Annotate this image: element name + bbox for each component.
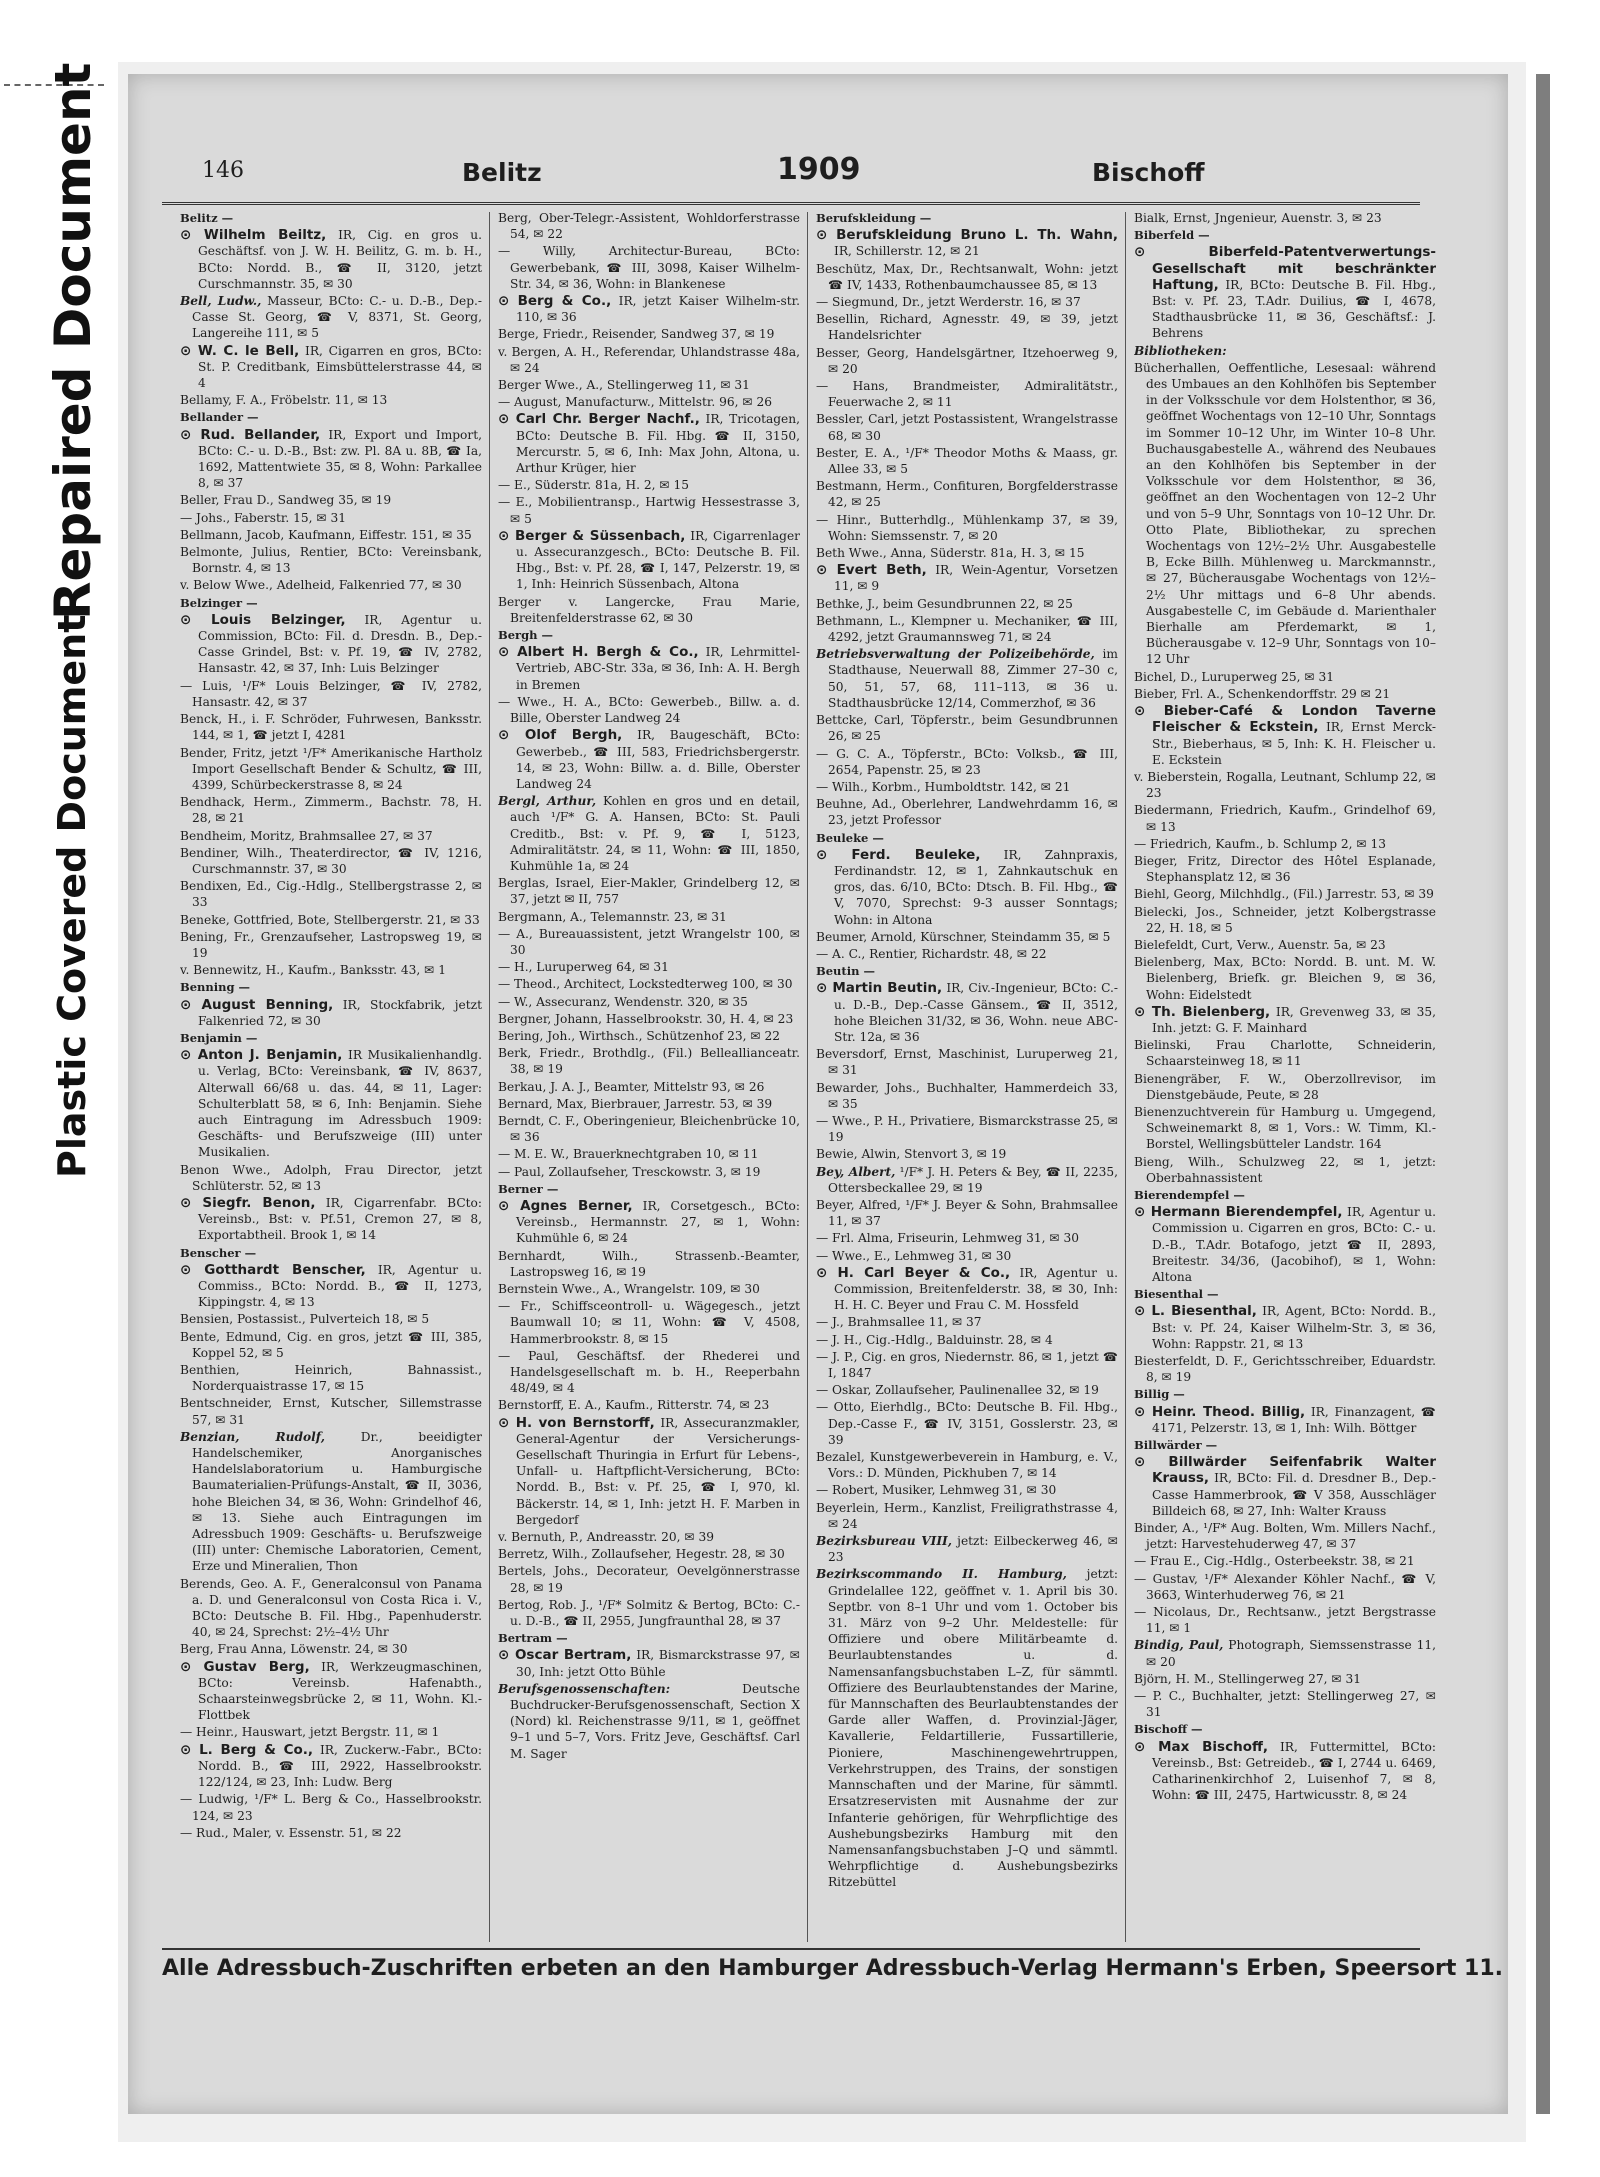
firm-entry (180, 1262, 482, 1311)
directory-entry: Besellin, Richard, Agnesstr. 49, ✉ 39, jetzt Handelsrichter (816, 312, 1118, 343)
firm-entry (816, 980, 1118, 1045)
directory-entry: — Frau E., Cig.-Hdlg., Osterbeekstr. 38, ✉ 21 (1134, 1554, 1415, 1569)
right-catchword: Bischoff (1092, 158, 1205, 187)
directory-entry: — Nicolaus, Dr., Rechtsanw., jetzt Bergstrasse 11, ✉ 1 (1134, 1605, 1436, 1636)
directory-entry: — Siegmund, Dr., jetzt Werderstr. 16, ✉ 37 (816, 295, 1081, 310)
section-header: Berner — (498, 1181, 559, 1196)
directory-entry: v. Below Wwe., Adelheid, Falkenried 77, ✉ 30 (180, 578, 462, 593)
directory-entry: Berk, Friedr., Brothdlg., (Fil.) Belleallianceatr. 38, ✉ 19 (498, 1046, 800, 1077)
directory-entry: Belmonte, Julius, Rentier, BCto: Vereinsbank, Bornstr. 4, ✉ 13 (180, 545, 482, 576)
directory-entry: Benck, H., i. F. Schröder, Fuhrwesen, Banksstr. 144, ✉ 1, ☎ jetzt I, 4281 (180, 712, 482, 743)
entry-details: ¹/F* J. H. Peters & Bey, ☎ II, 2235, Ottersbeckallee 29, ✉ 19 (828, 1164, 1118, 1195)
column-1 (180, 210, 482, 1945)
entry-name: Bezirksbureau VIII, (816, 1534, 952, 1549)
entry-name: ⊙ Olof Bergh, (498, 727, 623, 744)
directory-entry: — Wwe., E., Lehmweg 31, ✉ 30 (816, 1248, 1012, 1263)
directory-entry: Bening, Fr., Grenzaufseher, Lastropsweg 19, ✉ 19 (180, 929, 482, 960)
entry-details: IR, Finanzagent, ☎ 4171, Pelzerstr. 13, ✉ 1, Inh: Wilh. Böttger (1152, 1404, 1436, 1435)
directory-entry: Bergmann, A., Telemannstr. 23, ✉ 31 (498, 909, 727, 924)
section-header: Belitz — (180, 211, 234, 225)
directory-entry: — Wwe., H. A., BCto: Gewerbeb., Billw. a. d. Bille, Oberster Landweg 24 (498, 694, 800, 726)
entry-name: ⊙ Wilhelm Beiltz, (180, 227, 327, 244)
entry-details: IR, Agentur u. Commiss., BCto: Nordd. B., ☎ II, 1273, Kippingstr. 4, ✉ 13 (198, 1262, 482, 1310)
firm-entry (1134, 1004, 1436, 1036)
directory-entry: Berndt, C. F., Oberingenieur, Bleichenbrücke 10, ✉ 36 (498, 1113, 800, 1145)
firm-entry (498, 411, 800, 476)
firm-entry (180, 997, 482, 1029)
firm-entry (1134, 1204, 1436, 1285)
entry-details: IR, Cig. en gros u. Geschäftsf. von J. W. H. Beilitz, G. m. b. H., BCto: Nordd. B., ☎ II, 3120, jetzt Curschmannstr. 35, ✉ 30 (198, 228, 482, 291)
section-header: Beutin — (816, 964, 875, 979)
directory-entry: — E., Süderstr. 81a, H. 2, ✉ 15 (498, 478, 689, 493)
notable-entry (1134, 343, 1436, 359)
entry-details: IR, Zuckerw.-Fabr., BCto: Nordd. B., ☎ III, 2922, Hasselbrookstr. 122/124, ✉ 23, Inh: Ludw. Berg (198, 1742, 482, 1790)
directory-entry: Bendixen, Ed., Cig.-Hdlg., Stellbergstrasse 2, ✉ 33 (180, 879, 482, 910)
directory-entry: — Johs., Faberstr. 15, ✉ 31 (180, 510, 346, 525)
directory-entry: — Ludwig, ¹/F* L. Berg & Co., Hasselbrookstr. 124, ✉ 23 (180, 1792, 482, 1823)
directory-entry: — J. H., Cig.-Hdlg., Balduinstr. 28, ✉ 4 (816, 1332, 1053, 1347)
directory-entry: Bethmann, L., Klempner u. Mechaniker, ☎ III, 4292, jetzt Graumannsweg 71, ✉ 24 (816, 613, 1118, 645)
entry-details: jetzt: Eilbeckerweg 46, ✉ 23 (828, 1534, 1118, 1565)
directory-entry: Bendiner, Wilh., Theaterdirector, ☎ IV, 1216, Curschmannstr. 37, ✉ 30 (180, 845, 482, 876)
section-header: Bergh — (498, 628, 554, 643)
entry-details: IR, Tricotagen, BCto: Deutsche B. Fil. Hbg. ☎ II, 3150, Mercurstr. 5, ✉ 6, Inh: Max John, Altona, u. Arthur Krüger, hier (516, 412, 800, 476)
binding-edge (1536, 74, 1550, 2114)
directory-entry: Bertog, Rob. J., ¹/F* Solmitz & Bertog, BCto: C.- u. D.-B., ☎ II, 2955, Jungfraunthal 28, ✉ 37 (498, 1597, 800, 1629)
directory-entry: Besser, Georg, Handelsgärtner, Itzehoerweg 9, ✉ 20 (816, 345, 1118, 376)
entry-name: ⊙ Max Bischoff, (1134, 1738, 1269, 1755)
entry-details: IR, Stockfabrik, jetzt Falkenried 72, ✉ 30 (198, 997, 482, 1028)
notable-entry (498, 1681, 800, 1762)
firm-entry (180, 1659, 482, 1724)
section-header: Billig — (1134, 1387, 1185, 1402)
directory-entry: Bialk, Ernst, Jngenieur, Auenstr. 3, ✉ 23 (1134, 211, 1382, 225)
entry-name: ⊙ Anton J. Benjamin, (180, 1047, 343, 1064)
directory-entry: Bering, Joh., Wirthsch., Schützenhof 23, ✉ 22 (498, 1028, 780, 1043)
directory-entry: — Friedrich, Kaufm., b. Schlump 2, ✉ 13 (1134, 836, 1386, 851)
firm-entry (1134, 1739, 1436, 1804)
entry-name: ⊙ Albert H. Bergh & Co., (498, 644, 699, 661)
directory-entry: — Hans, Brandmeister, Admiralitätstr., Feuerwache 2, ✉ 11 (816, 379, 1118, 410)
firm-entry (1134, 703, 1436, 768)
firm-entry (180, 1742, 482, 1791)
directory-entry: — W., Assecuranz, Wendenstr. 320, ✉ 35 (498, 994, 748, 1009)
entry-name: ⊙ H. Carl Beyer & Co., (816, 1264, 1011, 1281)
directory-entry: Bielefeldt, Curt, Verw., Auenstr. 5a, ✉ 23 (1134, 937, 1386, 952)
notable-entry (1134, 1637, 1436, 1669)
entry-name: ⊙ Gustav Berg, (180, 1658, 310, 1675)
entry-name: ⊙ Billwärder Seifenfabrik Walter Krauss, (1134, 1454, 1436, 1487)
directory-entry: v. Bernuth, P., Andreasstr. 20, ✉ 39 (498, 1530, 714, 1545)
entry-details: IR, Export und Import, BCto: C.- u. D.-B., Bst: zw. Pl. 8A u. 8B, ☎ Ia, 1692, Mattentwiete 35, ✉ 8, Wohn: Parkallee 8, ✉ 37 (198, 427, 482, 491)
directory-entry: — P. C., Buchhalter, jetzt: Stellingerweg 27, ✉ 31 (1134, 1689, 1436, 1720)
directory-entry: Berg, Ober-Telegr.-Assistent, Wohldorferstrasse 54, ✉ 22 (498, 211, 800, 242)
directory-entry: Bestmann, Herm., Confituren, Borgfelderstrasse 42, ✉ 25 (816, 479, 1118, 510)
directory-entry: — A. C., Rentier, Richardstr. 48, ✉ 22 (816, 946, 1047, 961)
section-header: Bierendempfel — (1134, 1187, 1245, 1202)
entry-details: IR Musikalienhandlg. u. Verlag, BCto: Vereinsbank, ☎ IV, 8637, Alterwall 66/68 u. das. 44, ✉ 11, Lager: Schulterblatt 58, ✉ 6, Inh: Benjamin. Siehe auch Eintragung im Adressbuch 1909: Geschäfts- und Berufszweige (III) unter Musikalien. (198, 1048, 482, 1160)
directory-entry: Bester, E. A., ¹/F* Theodor Moths & Maass, gr. Allee 33, ✉ 5 (816, 445, 1118, 477)
directory-entry: — H., Luruperweg 64, ✉ 31 (498, 960, 669, 975)
firm-entry (816, 562, 1118, 594)
entry-name: ⊙ L. Biesenthal, (1134, 1303, 1257, 1320)
directory-entry: — Fr., Schiffsceontroll- u. Wägegesch., jetzt Baumwall 10; ✉ 11, Wohn: ☎ V, 4508, Hammerbrookstr. 8, ✉ 15 (498, 1299, 800, 1346)
directory-entry: v. Bergen, A. H., Referendar, Uhlandstrasse 48a, ✉ 24 (498, 344, 800, 375)
directory-entry: Beneke, Gottfried, Bote, Stellbergerstr. 21, ✉ 33 (180, 912, 480, 927)
entry-name: ⊙ Louis Belzinger, (180, 611, 346, 628)
section-header: Bertram — (498, 1631, 568, 1646)
entry-name: ⊙ Evert Beth, (816, 562, 927, 579)
directory-entry: — Theod., Architect, Lockstedterweg 100, ✉ 30 (498, 977, 793, 992)
directory-entry: Bellmann, Jacob, Kaufmann, Eiffestr. 151, ✉ 35 (180, 527, 472, 542)
directory-entry: — Willy, Architectur-Bureau, BCto: Gewerbebank, ☎ III, 3098, Kaiser Wilhelm-Str. 34, ✉ 36, Wohn: in Blankenese (498, 244, 800, 291)
entry-details: IR, BCto: Fil. d. Dresdner B., Dep.-Casse Hammerbrook, ☎ V 358, Ausschläger Billdeich 68, ✉ 27, Inh: Walter Krauss (1152, 1471, 1436, 1518)
section-header: Beuleke — (816, 830, 884, 845)
entry-name: ⊙ Berger & Süssenbach, (498, 527, 686, 544)
directory-entry: Biedermann, Friedrich, Kaufm., Grindelhof 69, ✉ 13 (1134, 803, 1436, 834)
directory-entry: Bienengräber, F. W., Oberzollrevisor, im Dienstgebäude, Peute, ✉ 28 (1134, 1071, 1436, 1102)
entry-name: Berufsgenossenschaften: (498, 1681, 671, 1696)
entry-name: Bibliotheken: (1134, 343, 1227, 358)
directory-sheet (162, 150, 1504, 2030)
entry-name: ⊙ Biberfeld-Patentverwertungs-Gesellschaft mit beschränkter Haftung, (1134, 244, 1436, 293)
left-catchword: Belitz (462, 158, 542, 187)
entry-details: IR, Civ.-Ingenieur, BCto: C.- u. D.-B., Dep.-Casse Gänsem., ☎ II, 3512, hohe Bleichen 31/32, ✉ 36, Wohn. neue ABC-Str. 12a, ✉ 36 (834, 981, 1118, 1044)
entry-details: Photograph, Siemssenstrasse 11, ✉ 20 (1146, 1638, 1436, 1669)
directory-entry: Benon Wwe., Adolph, Frau Director, jetzt Schlüterstr. 52, ✉ 13 (180, 1162, 482, 1193)
firm-entry (498, 528, 800, 593)
notable-entry (816, 1164, 1118, 1196)
directory-entry: Bertels, Johs., Decorateur, Oevelgönnerstrasse 28, ✉ 19 (498, 1564, 800, 1595)
entry-details: IR, Agentur u. Commission u. Cigarren en gros, BCto: C.- u. D.-B., T.Adr. Botafogo, jetzt ☎ II, 2893, Breitestr. 34/36, (Jacobihof), ✉ 1, Wohn: Altona (1152, 1205, 1436, 1284)
directory-entry: Bieber, Frl. A., Schenkendorffstr. 29 ✉ 21 (1134, 686, 1391, 701)
directory-entry: Beller, Frau D., Sandweg 35, ✉ 19 (180, 493, 392, 508)
directory-entry: Berger v. Langercke, Frau Marie, Breitenfelderstrasse 62, ✉ 30 (498, 594, 800, 625)
directory-entry: Bessler, Carl, jetzt Postassistent, Wrangelstrasse 68, ✉ 30 (816, 412, 1118, 443)
entry-name: ⊙ Martin Beutin, (816, 980, 943, 997)
firm-entry (498, 293, 800, 325)
directory-entry: — J., Brahmsallee 11, ✉ 37 (816, 1315, 982, 1330)
directory-entry: Bellamy, F. A., Fröbelstr. 11, ✉ 13 (180, 393, 388, 408)
directory-entry: — A., Bureauassistent, jetzt Wrangelstr 100, ✉ 30 (498, 926, 800, 957)
entry-name: ⊙ Agnes Berner, (498, 1197, 633, 1214)
directory-entry: — Frl. Alma, Friseurin, Lehmweg 31, ✉ 30 (816, 1231, 1079, 1246)
entry-name: ⊙ August Benning, (180, 996, 334, 1013)
entry-name: ⊙ Ferd. Beuleke, (816, 846, 981, 863)
entry-details: IR, Baugeschäft, BCto: Gewerbeb., ☎ III, 583, Friedrichsbergerstr. 14, ✉ 23, Wohn: Billw. a. d. Bille, Oberster Landweg 24 (516, 728, 800, 791)
directory-columns (162, 210, 1436, 1945)
entry-details: IR, Zahnpraxis, Ferdinandstr. 12, ✉ 1, Zahnkautschuk en gros, das. 6/10, BCto: Dtsch. B. Fil. Hbg., ☎ V, 7070, Sprechst: 9-3 ausser Sonntags; Wohn: in Altona (834, 847, 1118, 927)
firm-entry (1134, 1454, 1436, 1519)
running-head (162, 150, 1420, 210)
entry-name: ⊙ Berg & Co., (498, 293, 612, 310)
entry-name: ⊙ Rud. Bellander, (180, 426, 321, 443)
entry-details: Kohlen en gros und en detail, auch ¹/F* G. A. Hansen, BCto: St. Pauli Creditb., Bst: v. Pf. 9, ☎ I, 5123, Admiralitätstr. 24, ✉ 11, Wohn: ☎ III, 1850, Kuhmühle 1a, ✉ 24 (510, 794, 800, 873)
footer-rule (162, 1948, 1420, 1950)
entry-name: ⊙ W. C. le Bell, (180, 342, 300, 359)
section-header: Biberfeld — (1134, 228, 1210, 243)
firm-entry (498, 1415, 800, 1528)
firm-entry (498, 1647, 800, 1679)
section-header: Billwärder — (1134, 1438, 1218, 1453)
entry-name: ⊙ Th. Bielenberg, (1134, 1003, 1271, 1020)
firm-entry (498, 644, 800, 693)
directory-entry: Bentschneider, Ernst, Kutscher, Sillemstrasse 57, ✉ 31 (180, 1396, 482, 1427)
directory-entry: Berge, Friedr., Reisender, Sandweg 37, ✉ 19 (498, 327, 775, 342)
firm-entry (180, 1195, 482, 1244)
entry-name: ⊙ L. Berg & Co., (180, 1741, 314, 1758)
directory-entry: Bendheim, Moritz, Brahmsallee 27, ✉ 37 (180, 828, 433, 843)
firm-entry (1134, 1404, 1436, 1436)
directory-entry: Bielenberg, Max, BCto: Nordd. B. unt. M. W. Bielenberg, Briefk. gr. Bleichen 9, ✉ 36, Wohn: Eidelstedt (1134, 955, 1436, 1002)
entry-name: Bergl, Arthur, (498, 794, 597, 809)
header-rule (162, 202, 1420, 205)
directory-entry: Berglas, Israel, Eier-Makler, Grindelberg 12, ✉ 37, jetzt ✉ II, 757 (498, 876, 800, 907)
directory-entry: — August, Manufacturw., Mittelstr. 96, ✉ 26 (498, 395, 773, 410)
section-header: Benning — (180, 980, 251, 995)
directory-entry: Bettcke, Carl, Töpferstr., beim Gesundbrunnen 26, ✉ 25 (816, 713, 1118, 744)
directory-entry: Bücherhallen, Oeffentliche, Lesesaal: während des Umbaues an den Kohlhöfen bis September in der Volksschule vor dem Holstenthor, ✉ 36, geöffnet Wochentags von 12–10 Uhr, Sonntags im Sommer 10–12 Uhr, im Winter 10–8 Uhr. Buchausgabestelle A., während des Neubaues an den Kohlhöfen bis September in der Volksschule vor dem Holstenthor, ✉ 36, geöffnet an den Wochentagen von 12–2 Uhr und von 5–9 Uhr, Sonntags von 10–12 Uhr. Dr. Otto Plate, Bibliothekar, zu sprechen Wochentags von 12½–2½ Uhr. Ausgabestelle B, Ecke Billh. Mühlenweg u. Marckmannstr., ✉ 27, Bücherausgabe Wochentags von 12½–2½ Uhr mittags und 6–8 Uhr abends. Ausgabestelle C, im Gebäude d. Marienthaler Bierhalle am Pferdemarkt, ✉ 1, Bücherausgabe v. 12–9 Uhr, Sonntags von 10–12 Uhr (1134, 360, 1436, 667)
directory-entry: Binder, A., ¹/F* Aug. Bolten, Wm. Millers Nachf., jetzt: Harvestehuderweg 47, ✉ 37 (1134, 1521, 1436, 1552)
directory-entry: Bendhack, Herm., Zimmerm., Bachstr. 78, H. 28, ✉ 21 (180, 795, 482, 826)
entry-name: ⊙ Bieber-Café & London Taverne Fleischer & Eckstein, (1134, 703, 1436, 736)
section-header: Benscher — (180, 1245, 257, 1260)
directory-entry: Bente, Edmund, Cig. en gros, jetzt ☎ III, 385, Koppel 52, ✉ 5 (180, 1329, 482, 1360)
firm-entry (816, 227, 1118, 259)
directory-entry: Berger Wwe., A., Stellingerweg 11, ✉ 31 (498, 378, 750, 393)
directory-entry: Bergner, Johann, Hasselbrookstr. 30, H. 4, ✉ 23 (498, 1011, 794, 1026)
entry-details: IR, Schillerstr. 12, ✉ 21 (834, 244, 980, 259)
notable-entry (816, 1566, 1118, 1890)
entry-details: IR, Agent, BCto: Nordd. B., Bst: v. Pf. 24, Kaiser Wilhelm-Str. 3, ✉ 36, Wohn: Rappstr. 21, ✉ 13 (1152, 1304, 1436, 1351)
directory-entry: Bewarder, Johs., Buchhalter, Hammerdeich 33, ✉ 35 (816, 1080, 1118, 1111)
directory-entry: Bernard, Max, Bierbrauer, Jarrestr. 53, ✉ 39 (498, 1096, 773, 1111)
directory-entry: Beth Wwe., Anna, Süderstr. 81a, H. 3, ✉ 15 (816, 546, 1085, 561)
entry-name: ⊙ Heinr. Theod. Billig, (1134, 1403, 1306, 1420)
directory-entry: Bielinski, Frau Charlotte, Schneiderin, Schaarsteinweg 18, ✉ 11 (1134, 1038, 1436, 1069)
entry-details: IR, Assecuranzmakler, General-Agentur der Versicherungs-Gesellschaft Thuringia in Erfurt für Lebens-, Unfall- u. Haftpflicht-Versicherung, BCto: Nordd. B., Bst: v. Pf. 25, ☎ I, 970, kl. Bäckerstr. 14, ✉ 1, Inh: jetzt H. F. Marben in Bergedorf (516, 1415, 800, 1527)
directory-entry: Bieger, Fritz, Director des Hôtel Esplanade, Stephansplatz 12, ✉ 36 (1134, 853, 1436, 885)
directory-entry: — J. P., Cig. en gros, Niedernstr. 86, ✉ 1, jetzt ☎ I, 1847 (816, 1349, 1118, 1381)
directory-entry: — Hinr., Butterhdlg., Mühlenkamp 37, ✉ 39, Wohn: Siemssenstr. 7, ✉ 20 (816, 512, 1118, 543)
entry-details: IR, Ernst Merck-Str., Bieberhaus, ✉ 5, Inh: K. H. Fleischer u. E. Eckstein (1152, 720, 1436, 767)
directory-entry: — Wilh., Korbm., Humboldtstr. 142, ✉ 21 (816, 779, 1071, 794)
directory-entry: Biehl, Georg, Milchhdlg., (Fil.) Jarrestr. 53, ✉ 39 (1134, 887, 1434, 902)
entry-name: Bell, Ludw., (180, 294, 262, 309)
directory-entry: Bender, Fritz, jetzt ¹/F* Amerikanische Hartholz Import Gesellschaft Bender & Schultz, ☎ III, 4399, Schürbeckerstrasse 8, ✉ 24 (180, 745, 482, 792)
entry-name: Bey, Albert, (816, 1164, 896, 1179)
entry-details: IR, Futtermittel, BCto: Vereinsb., Bst: Getreideb., ☎ I, 2744 u. 6469, Catharinenkirchhof 2, Luisenhof 7, ✉ 8, Wohn: ☎ III, 2475, Hartwicusstr. 8, ✉ 24 (1152, 1739, 1436, 1803)
directory-entry: Beyer, Alfred, ¹/F* J. Beyer & Sohn, Brahmsallee 11, ✉ 37 (816, 1197, 1118, 1229)
directory-entry: — Robert, Musiker, Lehmweg 31, ✉ 30 (816, 1483, 1057, 1498)
firm-entry (498, 1198, 800, 1247)
directory-entry: — Wwe., P. H., Privatiere, Bismarckstrasse 25, ✉ 19 (816, 1113, 1118, 1145)
edition-year: 1909 (777, 152, 861, 187)
section-header: Biesenthal — (1134, 1287, 1219, 1302)
firm-entry (180, 227, 482, 292)
directory-entry: — Luis, ¹/F* Louis Belzinger, ☎ IV, 2782, Hansastr. 42, ✉ 37 (180, 678, 482, 709)
publisher-footer: Alle Adressbuch-Zuschriften erbeten an den Hamburger Adressbuch-Verlag Hermann's Erben, Speersort 11. (162, 1956, 1504, 1981)
directory-entry: — G. C. A., Töpferstr., BCto: Volksb., ☎ III, 2654, Papenstr. 25, ✉ 23 (816, 746, 1118, 777)
entry-details: Deutsche Buchdrucker-Berufsgenossenschaft, Section X (Nord) kl. Reichenstrasse 9/11, ✉ 1, geöffnet 9–1 und 5–7, Vors. Fritz Jeve, Geschäftsf. Carl M. Sager (510, 1681, 800, 1761)
entry-details: IR, Bismarckstrasse 97, ✉ 30, Inh: jetzt Otto Bühle (516, 1648, 800, 1679)
directory-entry: Berkau, J. A. J., Beamter, Mittelstr 93, ✉ 26 (498, 1079, 765, 1094)
entry-name: ⊙ Carl Chr. Berger Nachf., (498, 411, 700, 428)
directory-entry: Bezalel, Kunstgewerbeverein in Hamburg, e. V., Vors.: D. Münden, Pickhuben 7, ✉ 14 (816, 1450, 1118, 1481)
directory-entry: Beyerlein, Herm., Kanzlist, Freiligrathstrasse 4, ✉ 24 (816, 1500, 1118, 1531)
section-header: Berufskleidung — (816, 211, 932, 225)
directory-entry: — E., Mobilientransp., Hartwig Hessestrasse 3, ✉ 5 (498, 495, 800, 526)
entry-details: jetzt: Grindelallee 122, geöffnet v. 1. April bis 30. Septbr. von 8–1 Uhr und vom 1. October bis 31. März von 9–2 Uhr. Meldestelle: für Offiziere und obere Militärbeamte d. Beurlaubtenstandes u. d. Namensanfangsbuchstaben L–Z, für sämmtl. Offiziere des Beurlaubtenstandes der Marine, für Mannschaften des Beurlaubtenstandes der Garde aller Waffen, d. Provinzial-Jäger, Kavallerie, Feldartillerie, Fussartillerie, Pioniere, Maschinengewehrtruppen, Verkehrstruppen, des Trains, der sonstigen Mannschaften und der Marine, für sämmtl. Ersatzreservisten mit Ausnahme der zur Infanterie gehörigen, für Wehrpflichtige des Aushebungsbezirks Hamburg mit den Namensanfangsbuchstaben J–Q und sämmtl. Wehrpflichtige d. Aushebungsbezirks Ritzebüttel (828, 1567, 1118, 1890)
entry-details: IR, BCto: Deutsche B. Fil. Hbg., Bst: v. Pf. 23, T.Adr. Duilius, ☎ I, 4678, Stadthausbrücke 11, ✉ 36, Geschäftsf.: J. Behrens (1152, 277, 1436, 341)
entry-details: im Stadthause, Neuerwall 88, Zimmer 27–30 c, 50, 51, 57, 68, 111–113, ✉ 36 u. Stadthausbrücke 12/14, Commerzhof, ✉ 36 (828, 647, 1118, 710)
entry-details: IR, jetzt Kaiser Wilhelm-str. 110, ✉ 36 (516, 294, 800, 325)
firm-entry (180, 343, 482, 392)
directory-entry: Berends, Geo. A. F., Generalconsul von Panama a. D. und Generalconsul von Costa Rica i. V., BCto: Deutsche B. Fil. Hbg., Papenhuderstr. 40, ✉ 24, Sprechst: 2½–4½ Uhr (180, 1576, 482, 1640)
directory-entry: — M. E. W., Brauerknechtgraben 10, ✉ 11 (498, 1147, 759, 1162)
section-header: Bellander — (180, 410, 259, 425)
section-header: Belzinger — (180, 595, 258, 610)
directory-entry: Bethke, J., beim Gesundbrunnen 22, ✉ 25 (816, 596, 1073, 611)
entry-name: ⊙ Hermann Bierendempfel, (1134, 1204, 1343, 1221)
directory-entry: — Paul, Zollaufseher, Tresckowstr. 3, ✉ 19 (498, 1164, 761, 1179)
directory-entry: — Oskar, Zollaufseher, Paulinenallee 32, ✉ 19 (816, 1383, 1099, 1398)
firm-entry (180, 1047, 482, 1160)
directory-entry: Beuhne, Ad., Oberlehrer, Landwehrdamm 16, ✉ 23, jetzt Professor (816, 797, 1118, 828)
directory-entry: — Otto, Eierhdlg., BCto: Deutsche B. Fil. Hbg., Dep.-Casse F., ☎ IV, 3151, Gosslerstr. 23, ✉ 39 (816, 1400, 1118, 1447)
archive-stamp (0, 0, 110, 1280)
entry-details: IR, Grevenweg 33, ✉ 35, Inh. jetzt: G. F. Mainhard (1152, 1004, 1436, 1035)
notable-entry (816, 1533, 1118, 1565)
directory-entry: — Heinr., Hauswart, jetzt Bergstr. 11, ✉ 1 (180, 1725, 440, 1740)
column-4 (1134, 210, 1436, 1945)
entry-name: Bindig, Paul, (1134, 1638, 1224, 1653)
firm-entry (1134, 1303, 1436, 1352)
directory-entry: Beumer, Arnold, Kürschner, Steindamm 35, ✉ 5 (816, 929, 1111, 944)
notable-entry (180, 293, 482, 342)
notable-entry (498, 793, 800, 874)
directory-entry: Beversdorf, Ernst, Maschinist, Luruperweg 21, ✉ 31 (816, 1047, 1118, 1078)
notable-entry (816, 646, 1118, 711)
firm-entry (498, 727, 800, 792)
directory-entry: — Rud., Maler, v. Essenstr. 51, ✉ 22 (180, 1825, 402, 1840)
directory-entry: Björn, H. M., Stellingerweg 27, ✉ 31 (1134, 1671, 1361, 1686)
directory-entry: — Paul, Geschäftsf. der Rhederei und Handelsgesellschaft m. b. H., Reeperbahn 48/49, ✉ 4 (498, 1348, 800, 1396)
repaired-document-label: Repaired Document (44, 62, 102, 620)
directory-entry: — Gustav, ¹/F* Alexander Köhler Nachf., ☎ V, 3663, Winterhuderweg 76, ✉ 21 (1134, 1571, 1436, 1602)
firm-entry (180, 427, 482, 492)
entry-name: ⊙ Siegfr. Benon, (180, 1194, 316, 1211)
entry-details: Masseur, BCto: C.- u. D.-B., Dep.-Casse St. Georg, ☎ V, 8371, St. Georg, Langereihe 111, ✉ 5 (192, 294, 482, 341)
column-2 (498, 210, 800, 1945)
section-header: Bischoff — (1134, 1722, 1203, 1737)
notable-entry (180, 1429, 482, 1575)
directory-entry: Benthien, Heinrich, Bahnassist., Norderquaistrasse 17, ✉ 15 (180, 1363, 482, 1394)
entry-details: IR, Agentur u. Commission, Breitenfelderstr. 38, ✉ 30, Inh: H. H. C. Beyer und Frau C. M. Hossfeld (834, 1265, 1118, 1313)
column-3 (816, 210, 1118, 1945)
firm-entry (1134, 244, 1436, 341)
entry-name: ⊙ Oscar Bertram, (498, 1647, 632, 1664)
page-number: 146 (202, 158, 244, 183)
entry-details: IR, Cigarren en gros, BCto: St. P. Creditbank, Eimsbüttelerstrasse 44, ✉ 4 (198, 343, 482, 391)
entry-name: ⊙ Berufskleidung Bruno L. Th. Wahn, (816, 227, 1118, 244)
directory-entry: Bielecki, Jos., Schneider, jetzt Kolbergstrasse 22, H. 18, ✉ 5 (1134, 904, 1436, 935)
directory-entry: Bernstein Wwe., A., Wrangelstr. 109, ✉ 30 (498, 1282, 760, 1296)
entry-details: IR, Cigarrenfabr. BCto: Vereinsb., Bst: v. Pf.51, Cremon 27, ✉ 8, Exportabtheil. Brook 1, ✉ 14 (198, 1195, 482, 1243)
entry-details: IR, Lehrmittel-Vertrieb, ABC-Str. 33a, ✉ 36, Inh: A. H. Bergh in Bremen (516, 645, 800, 692)
directory-entry: Bensien, Postassist., Pulverteich 18, ✉ 5 (180, 1312, 430, 1327)
firm-entry (180, 612, 482, 677)
directory-entry: Bernhardt, Wilh., Strassenb.-Beamter, Lastropsweg 16, ✉ 19 (498, 1248, 800, 1279)
directory-entry: v. Bennewitz, H., Kaufm., Banksstr. 43, ✉ 1 (180, 963, 447, 978)
directory-entry: Berretz, Wilh., Zollaufseher, Hegestr. 28, ✉ 30 (498, 1547, 785, 1562)
directory-entry: Beschütz, Max, Dr., Rechtsanwalt, Wohn: jetzt ☎ IV, 1433, Rothenbaumchaussee 85, ✉ 13 (816, 261, 1118, 292)
directory-entry: Bienenzuchtverein für Hamburg u. Umgegend, Schweinemarkt 8, ✉ 1, Vors.: W. Timm, Kl.-Borstel, Wellingsbütteler Landstr. 164 (1134, 1104, 1436, 1152)
entry-details: Dr., beeidigter Handelschemiker, Anorganisches Handelslaboratorium u. Hamburgische Baumaterialien-Prüfungs-Anstalt, ☎ II, 3036, hohe Bleichen 34, ✉ 36, Wohn: Grindelhof 46, ✉ 13. Siehe auch Eintragungen im Adressbuch 1909: Geschäfts- u. Berufszweige (III) unter: Chemische Laboratorien, Cement, Erze und Mineralien, Thon (192, 1429, 482, 1574)
directory-entry: Bichel, D., Luruperweg 25, ✉ 31 (1134, 669, 1334, 684)
entry-name: ⊙ Gotthardt Benscher, (180, 1261, 366, 1278)
section-header: Benjamin — (180, 1030, 258, 1045)
firm-entry (816, 847, 1118, 928)
directory-entry: Bernstorff, E. A., Kaufm., Ritterstr. 74, ✉ 23 (498, 1398, 770, 1413)
directory-entry: v. Bieberstein, Rogalla, Leutnant, Schlump 22, ✉ 23 (1134, 769, 1436, 801)
directory-entry: Biesterfeldt, D. F., Gerichtsschreiber, Eduardstr. 8, ✉ 19 (1134, 1354, 1436, 1385)
entry-details: IR, Corsetgesch., BCto: Vereinsb., Hermannstr. 27, ✉ 1, Wohn: Kuhmühle 6, ✉ 24 (516, 1198, 800, 1246)
plastic-covered-label: Plastic Covered Document (50, 614, 94, 1178)
directory-entry: Bewie, Alwin, Stenvort 3, ✉ 19 (816, 1147, 1007, 1162)
directory-entry: Bieng, Wilh., Schulzweg 22, ✉ 1, jetzt: Oberbahnassistent (1134, 1154, 1436, 1185)
entry-name: Bezirkscommando II. Hamburg, (816, 1567, 1067, 1582)
entry-name: Benzian, Rudolf, (180, 1429, 326, 1444)
entry-details: IR, Wein-Agentur, Vorsetzen 11, ✉ 9 (834, 563, 1118, 594)
entry-name: ⊙ H. von Bernstorff, (498, 1414, 655, 1431)
entry-details: IR, Cigarrenlager u. Assecuranzgesch., BCto: Deutsche B. Fil. Hbg., Bst: v. Pf. 28, ☎ I, 147, Pelzerstr. 19, ✉ 1, Inh: Heinrich Süssenbach, Altona (516, 528, 800, 592)
firm-entry (816, 1265, 1118, 1314)
directory-entry: Berg, Frau Anna, Löwenstr. 24, ✉ 30 (180, 1642, 408, 1657)
entry-details: IR, Werkzeugmaschinen, BCto: Vereinsb. Hafenabth., Schaarsteinwegsbrücke 2, ✉ 11, Wohn. Kl.-Flottbek (198, 1659, 482, 1723)
entry-details: IR, Agentur u. Commission, BCto: Fil. d. Dresdn. B., Dep.-Casse Grindel, Bst: v. Pf. 19, ☎ IV, 2782, Hansastr. 42, ✉ 37, Inh: Luis Belzinger (198, 612, 482, 676)
entry-name: Betriebsverwaltung der Polizeibehörde, (816, 647, 1095, 662)
